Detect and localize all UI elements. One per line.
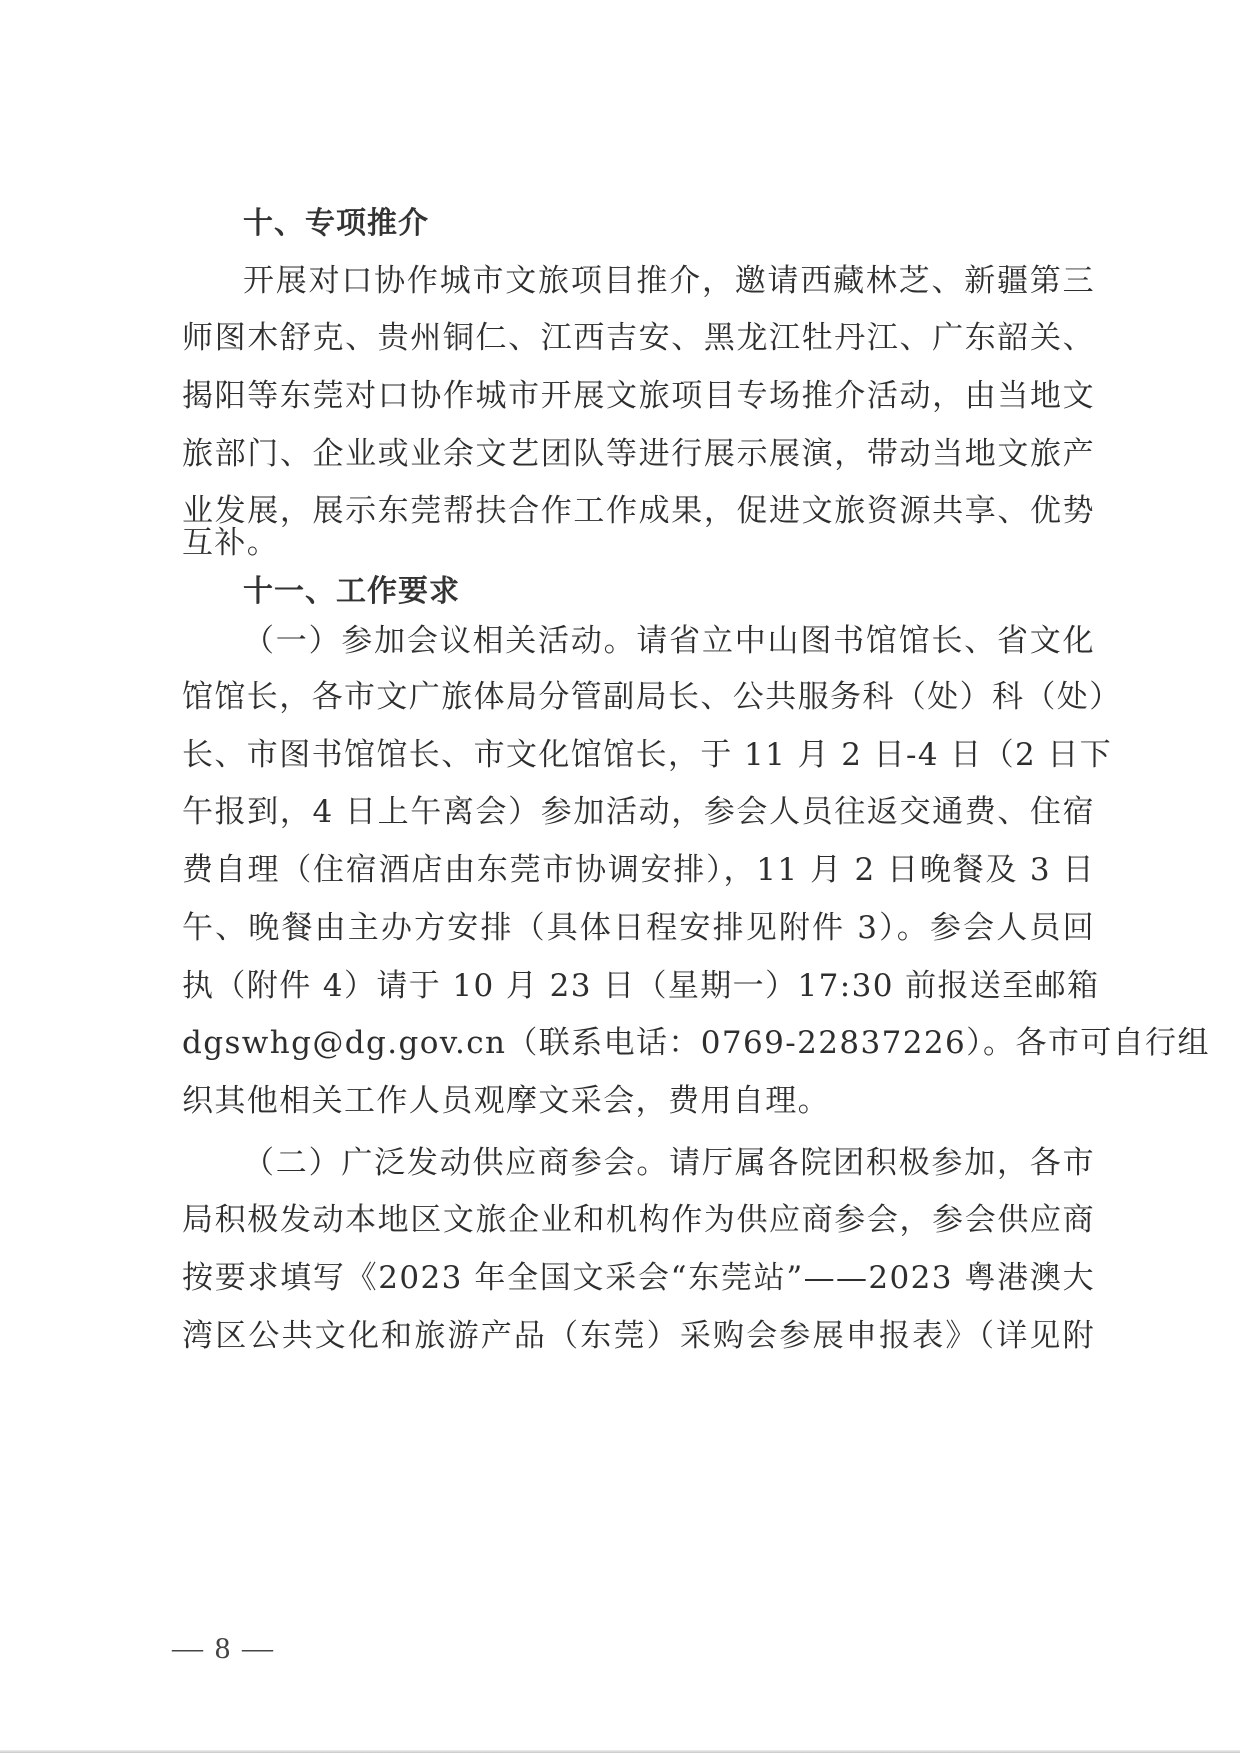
paragraph-line-email: dgswhg@dg.gov.cn（联系电话：0769-22837226）。各市可自行组 xyxy=(182,1025,1210,1061)
paragraph-line: 湾区公共文化和旅游产品（东莞）采购会参展申报表》（详见附 xyxy=(182,1318,1095,1354)
paragraph-line: 费自理（住宿酒店由东莞市协调安排），11 月 2 日晚餐及 3 日 xyxy=(182,852,1095,888)
paragraph-line: 执（附件 4）请于 10 月 23 日（星期一）17:30 前报送至邮箱 xyxy=(182,968,1100,1004)
section-heading-special-promotion: 十、专项推介 xyxy=(243,206,429,241)
paragraph-line: 揭阳等东莞对口协作城市开展文旅项目专场推介活动，由当地文 xyxy=(182,378,1095,414)
paragraph-line: 业发展，展示东莞帮扶合作工作成果，促进文旅资源共享、优势 xyxy=(182,493,1095,529)
paragraph-line: 馆馆长，各市文广旅体局分管副局长、公共服务科（处）科（处） xyxy=(182,679,1122,715)
paragraph-line: 午、晚餐由主办方安排（具体日程安排见附件 3）。参会人员回 xyxy=(182,910,1095,946)
section-heading-work-requirements: 十一、工作要求 xyxy=(243,574,460,609)
paragraph-line: （一）参加会议相关活动。请省立中山图书馆馆长、省文化 xyxy=(243,623,1095,659)
paragraph-line: 按要求填写《2023 年全国文采会“东莞站”——2023 粤港澳大 xyxy=(182,1260,1095,1296)
paragraph-line: （二）广泛发动供应商参会。请厅属各院团积极参加，各市 xyxy=(243,1145,1095,1181)
paragraph-line: 师图木舒克、贵州铜仁、江西吉安、黑龙江牡丹江、广东韶关、 xyxy=(182,320,1095,356)
page-number: — 8 — xyxy=(172,1630,275,1665)
paragraph-line: 午报到，4 日上午离会）参加活动，参会人员往返交通费、住宿 xyxy=(182,794,1095,830)
paragraph-line: 织其他相关工作人员观摩文采会，费用自理。 xyxy=(182,1083,830,1119)
paragraph-line: 长、市图书馆馆长、市文化馆馆长，于 11 月 2 日-4 日（2 日下 xyxy=(182,737,1113,773)
paragraph-line: 局积极发动本地区文旅企业和机构作为供应商参会，参会供应商 xyxy=(182,1202,1095,1238)
paragraph-line: 互补。 xyxy=(182,525,280,561)
paragraph-line: 旅部门、企业或业余文艺团队等进行展示展演，带动当地文旅产 xyxy=(182,436,1095,472)
paragraph-line: 开展对口协作城市文旅项目推介，邀请西藏林芝、新疆第三 xyxy=(243,263,1095,299)
